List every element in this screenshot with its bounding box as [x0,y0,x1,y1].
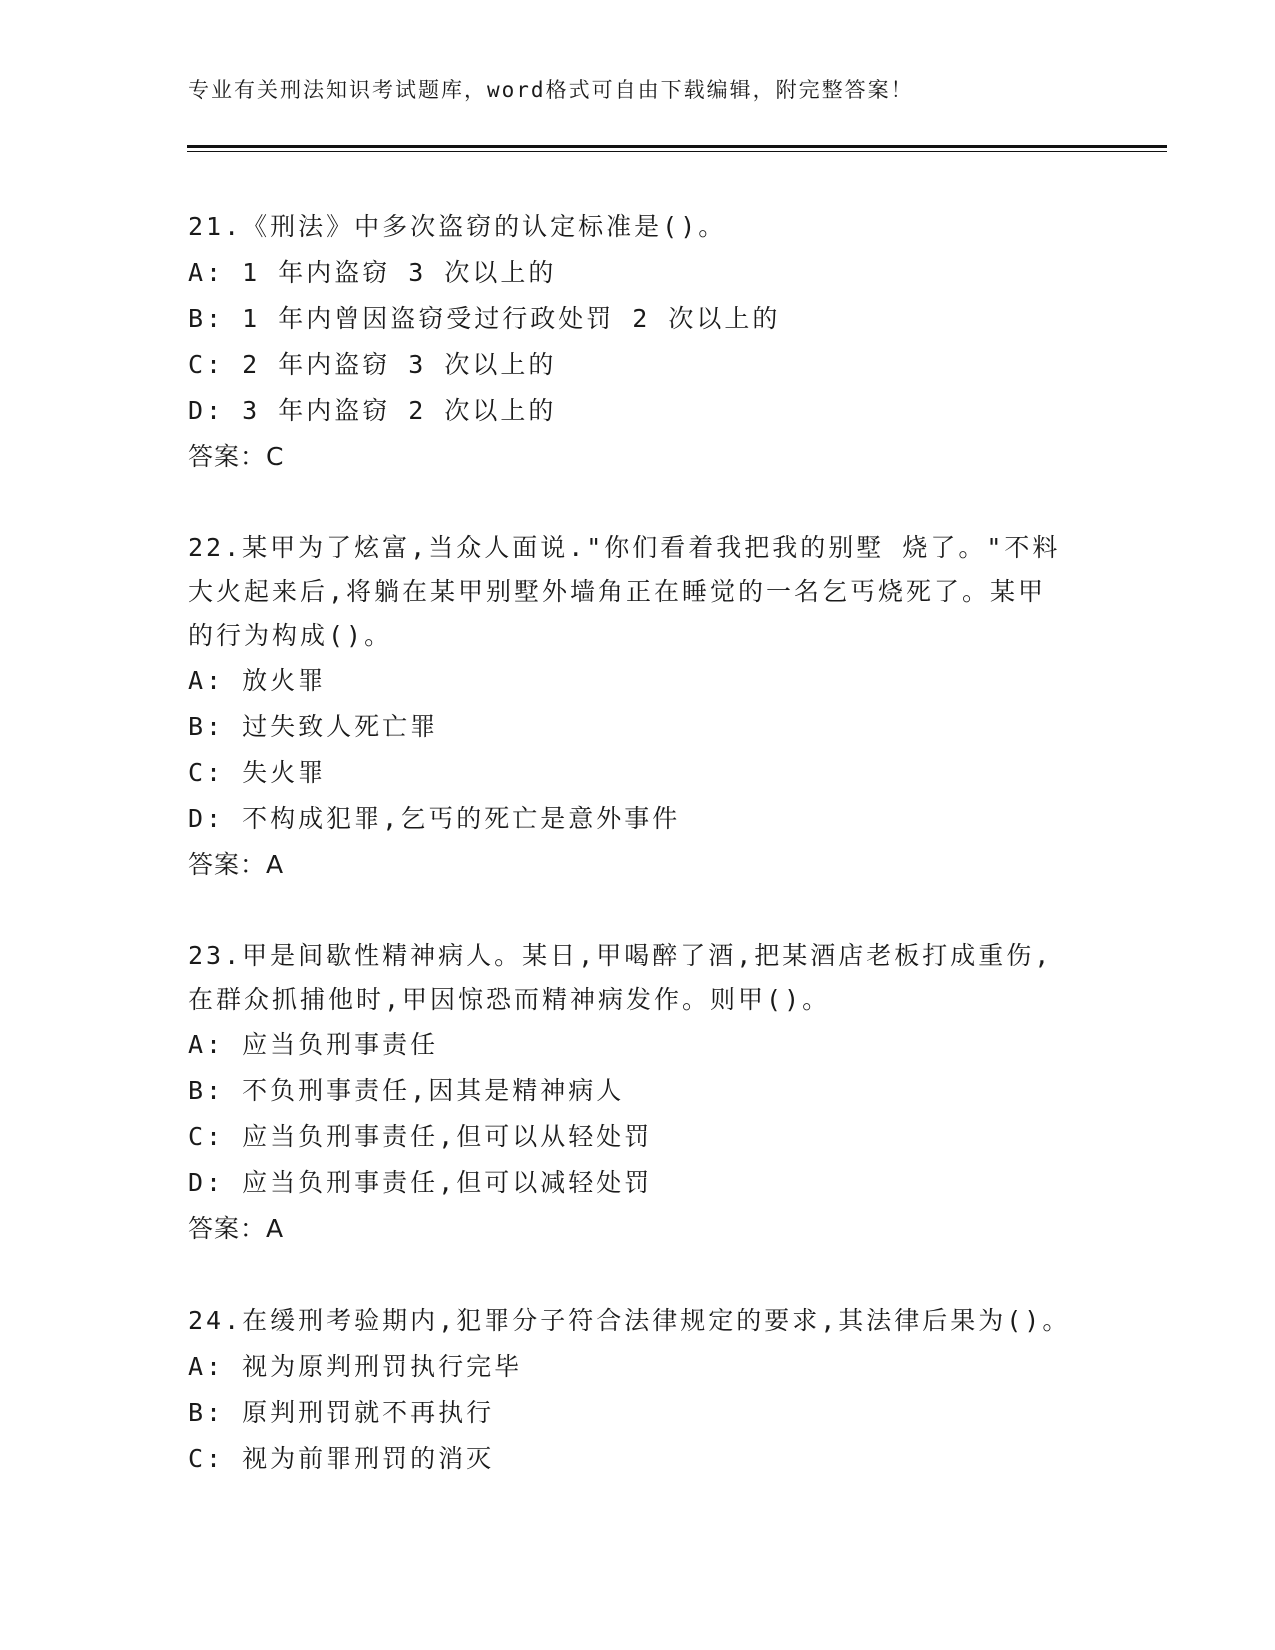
option-c: C: 应当负刑事责任,但可以从轻处罚 [188,1122,653,1151]
option-a: A: 视为原判刑罚执行完毕 [188,1352,523,1381]
question-21 [188,204,1118,480]
option-c: C: 2 年内盗窃 3 次以上的 [188,350,557,379]
question-24 [188,1298,1118,1482]
option-a: A: 放火罪 [188,666,327,695]
header-divider-thick [187,145,1167,148]
option-c: C: 视为前罪刑罚的消灭 [188,1444,495,1473]
answer: 答案：A [188,1214,285,1243]
question-list [188,204,1118,1528]
question-stem: 在群众抓捕他时,甲因惊恐而精神病发作。则甲()。 [188,985,831,1014]
question-stem: 的行为构成()。 [188,621,393,650]
question-stem: 大火起来后,将躺在某甲别墅外墙角正在睡觉的一名乞丐烧死了。某甲 [188,577,1047,606]
question-22 [188,526,1118,888]
option-a: A: 1 年内盗窃 3 次以上的 [188,258,557,287]
header-divider-thin [187,151,1167,152]
question-stem: 22.某甲为了炫富,当众人面说."你们看着我把我的别墅 烧了。"不料 [188,533,1061,562]
option-d: D: 不构成犯罪,乞丐的死亡是意外事件 [188,804,681,833]
document-header: 专业有关刑法知识考试题库，word格式可自由下载编辑，附完整答案！ [188,78,914,102]
answer: 答案：C [188,442,285,471]
option-c: C: 失火罪 [188,758,327,787]
option-b: B: 原判刑罚就不再执行 [188,1398,495,1427]
option-b: B: 过失致人死亡罪 [188,712,439,741]
question-stem: 21.《刑法》中多次盗窃的认定标准是()。 [188,212,727,241]
option-b: B: 不负刑事责任,因其是精神病人 [188,1076,625,1105]
option-b: B: 1 年内曾因盗窃受过行政处罚 2 次以上的 [188,304,781,333]
question-stem: 23.甲是间歇性精神病人。某日,甲喝醉了酒,把某酒店老板打成重伤, [188,941,1053,970]
option-d: D: 3 年内盗窃 2 次以上的 [188,396,557,425]
question-stem: 24.在缓刑考验期内,犯罪分子符合法律规定的要求,其法律后果为()。 [188,1306,1071,1335]
question-23 [188,934,1118,1252]
answer: 答案：A [188,850,285,879]
option-d: D: 应当负刑事责任,但可以减轻处罚 [188,1168,653,1197]
option-a: A: 应当负刑事责任 [188,1030,439,1059]
